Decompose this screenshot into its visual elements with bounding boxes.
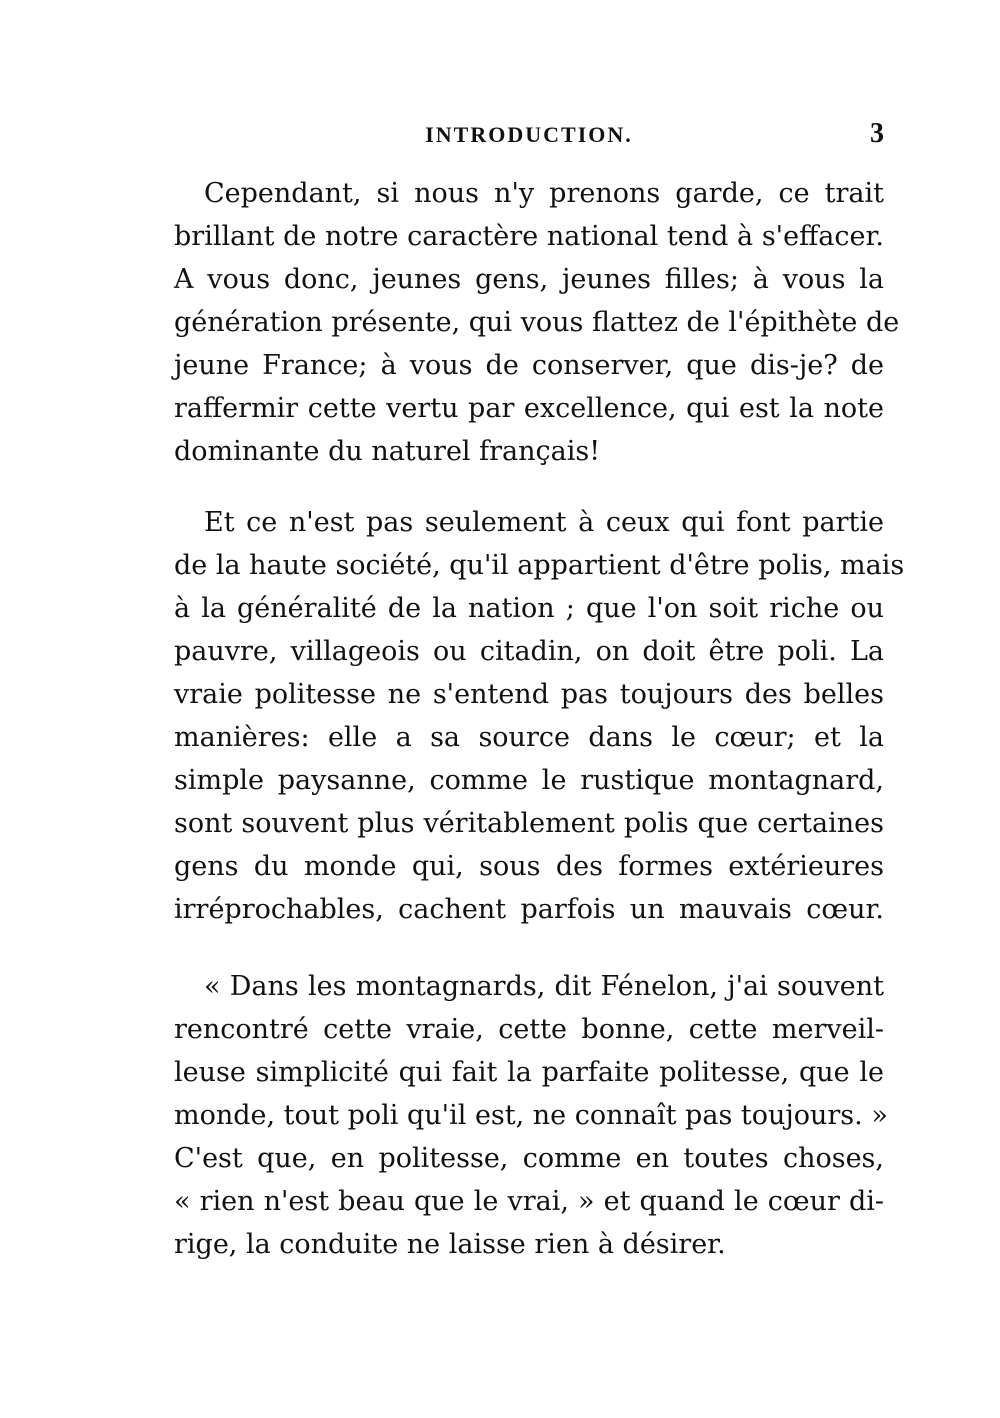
text-line: brillant de notre caractère national tend à s'effacer. bbox=[174, 221, 884, 252]
text-line: simple paysanne, comme le rustique montagnard, bbox=[174, 765, 884, 796]
text-line: monde, tout poli qu'il est, ne connaît pas toujours. » bbox=[174, 1100, 888, 1131]
running-title: INTRODUCTION. bbox=[425, 122, 633, 147]
text-line: « Dans les montagnards, dit Fénelon, j'ai souvent bbox=[204, 971, 884, 1002]
text-line: Cependant, si nous n'y prenons garde, ce trait bbox=[204, 178, 884, 209]
body-text bbox=[174, 172, 905, 1294]
paragraph-2 bbox=[174, 501, 905, 931]
text-line: A vous donc, jeunes gens, jeunes filles; à vous la bbox=[174, 264, 884, 295]
text-line: manières: elle a sa source dans le cœur; et la bbox=[174, 722, 884, 753]
text-line: raffermir cette vertu par excellence, qui est la note bbox=[174, 393, 884, 424]
text-line: de la haute société, qu'il appartient d'être polis, mais bbox=[174, 550, 905, 581]
text-line: rige, la conduite ne laisse rien à désirer. bbox=[174, 1229, 726, 1260]
text-line: Et ce n'est pas seulement à ceux qui font partie bbox=[204, 507, 884, 538]
text-line: sont souvent plus véritablement polis que certaines bbox=[174, 808, 884, 839]
text-line: pauvre, villageois ou citadin, on doit être poli. La bbox=[174, 636, 884, 667]
text-line: à la généralité de la nation ; que l'on soit riche ou bbox=[174, 593, 884, 624]
text-line: rencontré cette vraie, cette bonne, cette merveil- bbox=[174, 1014, 884, 1045]
paragraph-1 bbox=[174, 172, 900, 473]
text-line: génération présente, qui vous flattez de l'épithète de bbox=[174, 307, 900, 338]
text-line: dominante du naturel français! bbox=[174, 436, 601, 467]
text-line: C'est que, en politesse, comme en toutes choses, bbox=[174, 1143, 884, 1174]
running-head bbox=[174, 118, 884, 158]
text-line: irréprochables, cachent parfois un mauvais cœur. bbox=[174, 894, 884, 925]
text-line: leuse simplicité qui fait la parfaite politesse, que le bbox=[174, 1057, 884, 1088]
paragraph-3 bbox=[174, 965, 888, 1266]
text-line: vraie politesse ne s'entend pas toujours des belles bbox=[174, 679, 884, 710]
text-line: gens du monde qui, sous des formes extérieures bbox=[174, 851, 884, 882]
text-line: « rien n'est beau que le vrai, » et quand le cœur di- bbox=[174, 1186, 884, 1217]
page-number: 3 bbox=[870, 118, 884, 149]
text-line: jeune France; à vous de conserver, que dis-je? de bbox=[174, 350, 884, 381]
